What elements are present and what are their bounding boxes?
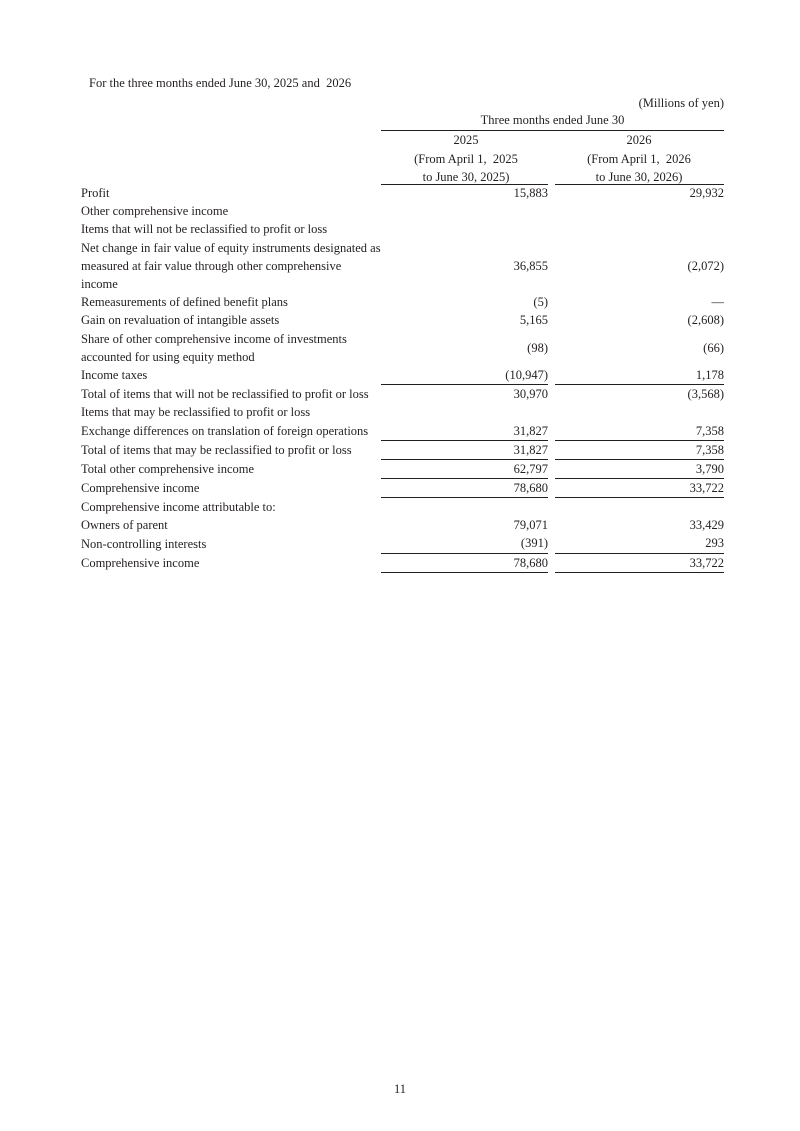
value-2025 bbox=[381, 202, 548, 220]
column-range-start: (From April 1, 2025 bbox=[414, 151, 518, 166]
table-row bbox=[81, 311, 724, 329]
row-label: Gain on revaluation of intangible assets bbox=[81, 313, 280, 328]
value-2026: (3,568) bbox=[687, 387, 724, 402]
table-row bbox=[81, 220, 724, 238]
table-row bbox=[81, 440, 724, 459]
statement-subtitle: For the three months ended June 30, 2025 and 2026 bbox=[89, 76, 352, 90]
value-2025: 30,970 bbox=[513, 387, 548, 402]
row-label: Share of other comprehensive income of investments accounted for using equity method bbox=[81, 331, 347, 364]
table-row bbox=[81, 516, 724, 534]
row-label: Other comprehensive income bbox=[81, 204, 229, 219]
table-row bbox=[81, 460, 724, 479]
value-2026 bbox=[555, 202, 724, 220]
table-row bbox=[81, 239, 724, 294]
table-row bbox=[81, 385, 724, 404]
value-2026: — bbox=[711, 295, 724, 310]
table-row bbox=[81, 202, 724, 220]
value-2026: (2,608) bbox=[687, 313, 724, 328]
row-label: Items that will not be reclassified to profit or loss bbox=[81, 222, 328, 237]
table-row bbox=[81, 366, 724, 385]
row-label: Exchange differences on translation of foreign operations bbox=[81, 423, 369, 438]
value-2026: 7,358 bbox=[555, 440, 724, 459]
row-label: Owners of parent bbox=[81, 518, 168, 533]
value-2026: 33,722 bbox=[555, 553, 724, 572]
value-2026 bbox=[555, 498, 724, 516]
value-2025 bbox=[381, 220, 548, 238]
row-label: Total of items that will not be reclassified to profit or loss bbox=[81, 386, 369, 401]
row-label: Profit bbox=[81, 186, 110, 200]
value-2026: 1,178 bbox=[555, 366, 724, 385]
column-header-2025 bbox=[381, 131, 551, 187]
value-2025 bbox=[381, 498, 548, 516]
value-2026: 33,722 bbox=[555, 479, 724, 498]
value-2026: (2,072) bbox=[687, 258, 724, 273]
row-label: Total other comprehensive income bbox=[81, 462, 255, 477]
value-2025: 5,165 bbox=[519, 313, 548, 328]
value-2025: (98) bbox=[527, 340, 548, 355]
column-year: 2026 bbox=[626, 133, 652, 147]
table-row bbox=[81, 184, 724, 202]
column-range-start: (From April 1, 2026 bbox=[587, 151, 691, 166]
value-2026: 33,429 bbox=[689, 518, 724, 533]
table-row bbox=[81, 403, 724, 421]
row-label: Non-controlling interests bbox=[81, 536, 207, 551]
value-2025 bbox=[381, 403, 548, 421]
value-2025: 36,855 bbox=[513, 258, 548, 273]
value-2026 bbox=[555, 403, 724, 421]
row-label: Comprehensive income bbox=[81, 555, 200, 570]
value-2025: 31,827 bbox=[381, 422, 548, 441]
row-label: Items that may be reclassified to profit or loss bbox=[81, 405, 311, 420]
table-row bbox=[81, 422, 724, 441]
value-2026: 7,358 bbox=[555, 422, 724, 441]
table-row bbox=[81, 330, 724, 366]
column-range-end: to June 30, 2026) bbox=[595, 170, 683, 184]
row-label: Comprehensive income attributable to: bbox=[81, 499, 276, 514]
row-label: Total of items that may be reclassified to profit or loss bbox=[81, 442, 352, 457]
value-2025: 62,797 bbox=[381, 460, 548, 479]
column-header-2026 bbox=[554, 131, 724, 187]
table-row bbox=[81, 553, 724, 572]
row-label: Income taxes bbox=[81, 368, 148, 383]
column-year: 2025 bbox=[453, 133, 479, 147]
value-2026: 293 bbox=[555, 534, 724, 553]
row-label: Remeasurements of defined benefit plans bbox=[81, 295, 288, 310]
value-2026: 3,790 bbox=[555, 460, 724, 479]
column-range-end: to June 30, 2025) bbox=[422, 170, 510, 184]
table-row bbox=[81, 534, 724, 553]
value-2025: 79,071 bbox=[513, 518, 548, 533]
value-2025: 31,827 bbox=[381, 440, 548, 459]
value-2025: 78,680 bbox=[381, 553, 548, 572]
row-label: Comprehensive income bbox=[81, 481, 200, 496]
value-2025: (10,947) bbox=[381, 366, 548, 385]
value-2026: (66) bbox=[703, 340, 724, 355]
value-2026 bbox=[555, 220, 724, 238]
value-2025: (391) bbox=[381, 534, 548, 553]
value-2025: 15,883 bbox=[513, 186, 548, 200]
value-2025: (5) bbox=[533, 295, 548, 310]
comprehensive-income-table bbox=[81, 184, 724, 573]
table-row bbox=[81, 293, 724, 311]
value-2026: 29,932 bbox=[689, 186, 724, 200]
page-number: 11 bbox=[393, 1082, 407, 1096]
row-label: Net change in fair value of equity instruments designated as measured at fair value through other comprehensive income bbox=[81, 240, 381, 292]
value-2025: 78,680 bbox=[381, 479, 548, 498]
period-header: Three months ended June 30 bbox=[381, 113, 724, 131]
table-row bbox=[81, 479, 724, 498]
unit-note: (Millions of yen) bbox=[638, 96, 724, 110]
table-row bbox=[81, 498, 724, 516]
